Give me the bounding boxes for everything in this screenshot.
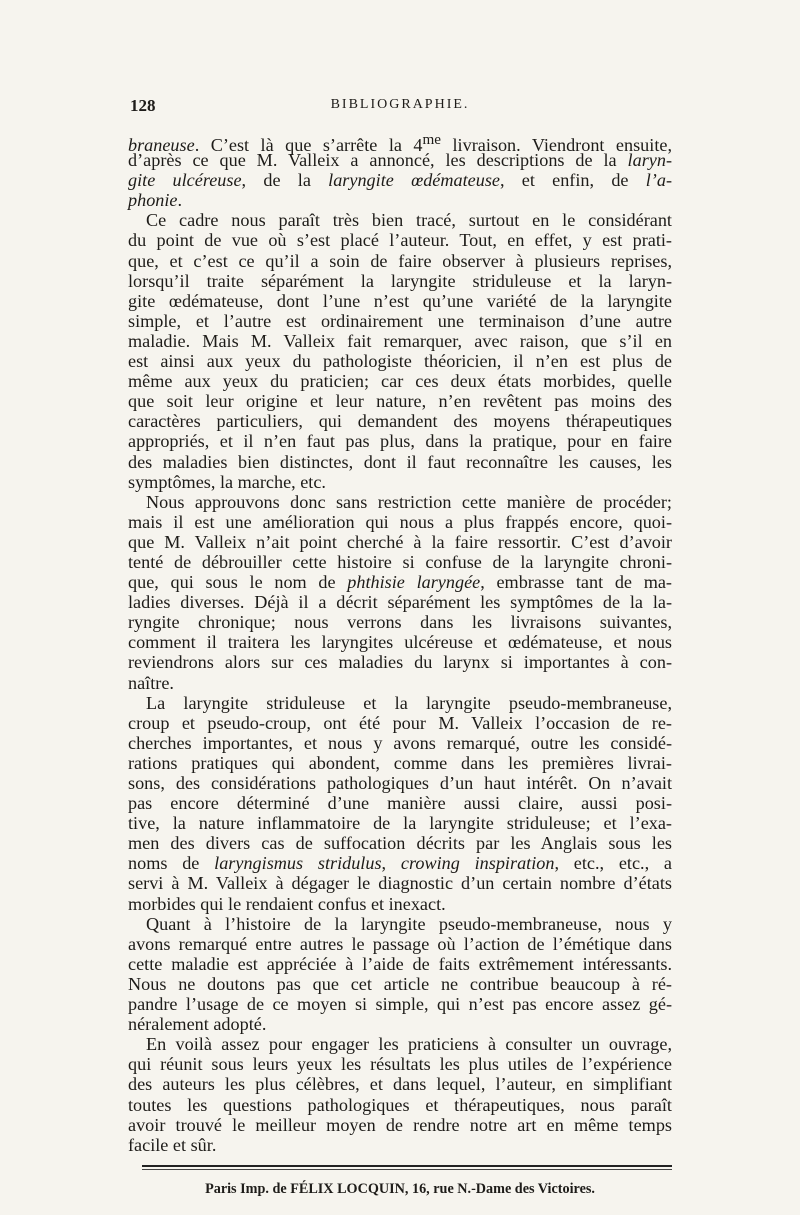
text-line: Ce cadre nous paraît très bien tracé, surtout en le considérant bbox=[146, 210, 672, 231]
text-line: servi à M. Valleix à dégager le diagnostic d’un certain nombre d’états bbox=[128, 873, 672, 894]
text-line: pandre l’usage de ce moyen si simple, qui n’est pas encore assez gé- bbox=[128, 994, 672, 1015]
text-line: que soit leur origine et leur nature, n’en revêtent pas moins des bbox=[128, 391, 672, 412]
text-line: rations pratiques qui abondent, comme dans les premières livrai- bbox=[128, 752, 672, 773]
text-line: Nous approuvons donc sans restriction cette manière de procéder; bbox=[146, 491, 672, 512]
text-line: même aux yeux du praticien; car ces deux états morbides, quelle bbox=[128, 371, 672, 392]
imprint: Paris Imp. de FÉLIX LOCQUIN, 16, rue N.-Dame des Victoires. bbox=[205, 1180, 595, 1197]
text-line: maladie. Mais M. Valleix fait remarquer, avec raison, que s’il en bbox=[128, 330, 672, 351]
text-line: des maladies bien distinctes, dont il faut reconnaître les causes, les bbox=[128, 451, 672, 472]
footer-rule bbox=[142, 1165, 672, 1167]
text-line: croup et pseudo-croup, ont été pour M. Valleix l’occasion de re- bbox=[128, 712, 672, 733]
text-line: reviendrons alors sur ces maladies du larynx si importantes à con- bbox=[128, 652, 672, 673]
page bbox=[128, 96, 672, 1198]
page-number: 128 bbox=[130, 96, 156, 115]
text-line: pas encore déterminé d’une manière aussi claire, aussi posi- bbox=[128, 793, 672, 814]
text-line: mais il est une amélioration qui nous a plus frappés encore, quoi- bbox=[128, 511, 672, 532]
text-line: comment il traitera les laryngites ulcéreuse et œdémateuse, et nous bbox=[128, 632, 672, 653]
text-line: caractères particuliers, qui demandent des moyens thérapeutiques bbox=[128, 411, 672, 432]
text-line: lorsqu’il traite séparément la laryngite striduleuse et la laryn- bbox=[128, 270, 672, 291]
text-line: Quant à l’histoire de la laryngite pseudo-membraneuse, nous y bbox=[146, 913, 672, 934]
text-line: phonie. bbox=[128, 190, 183, 211]
text-line: morbides qui le rendaient confus et inexact. bbox=[128, 893, 446, 914]
text-line: que M. Valleix n’ait point cherché à la faire ressortir. C’est d’avoir bbox=[128, 531, 672, 552]
text-line: facile et sûr. bbox=[128, 1134, 217, 1155]
text-line: gite ulcéreuse, de la laryngite œdémateuse, et enfin, de l’a- bbox=[128, 170, 672, 191]
text-line: appropriés, et il n’en faut pas plus, dans la pratique, pour en faire bbox=[128, 431, 672, 452]
text-line: cette maladie est appréciée à l’aide de faits extrêmement intéressants. bbox=[128, 953, 672, 974]
text-line: naître. bbox=[128, 672, 174, 693]
text-line: d’après ce que M. Valleix a annoncé, les descriptions de la laryn- bbox=[128, 150, 672, 171]
text-line: simple, et l’autre est ordinairement une terminaison d’une autre bbox=[128, 310, 672, 331]
text-line: ryngite chronique; nous verrons dans les livraisons suivantes, bbox=[128, 612, 672, 633]
text-line: symptômes, la marche, etc. bbox=[128, 471, 326, 492]
text-line: noms de laryngismus stridulus, crowing inspiration, etc., etc., a bbox=[128, 853, 673, 874]
text-line: que, et c’est ce qu’il a soin de faire observer à plusieurs reprises, bbox=[128, 250, 672, 271]
text-line: toutes les questions pathologiques et thérapeutiques, nous paraît bbox=[128, 1094, 672, 1115]
text-line: tive, la nature inflammatoire de la laryngite striduleuse; et l’exa- bbox=[128, 813, 672, 834]
text-line: braneuse. C’est là que s’arrête la $4^{me}$ livraison. Viendront ensuite, bbox=[128, 131, 672, 156]
text-line: néralement adopté. bbox=[128, 1014, 267, 1035]
text-line: En voilà assez pour engager les praticiens à consulter un ouvrage, bbox=[146, 1034, 672, 1055]
text-line: des auteurs les plus célèbres, et dans lequel, l’auteur, en simplifiant bbox=[128, 1074, 672, 1095]
text-line: tenté de débrouiller cette histoire si confuse de la laryngite chroni- bbox=[128, 551, 672, 572]
text-line: avons remarqué entre autres le passage où l’action de l’émétique dans bbox=[128, 933, 672, 954]
footer-rule-thin bbox=[142, 1169, 672, 1170]
text-line: avoir trouvé le meilleur moyen de rendre notre art en même temps bbox=[128, 1114, 672, 1135]
text-line: ladies diverses. Déjà il a décrit séparément les symptômes de la la- bbox=[128, 592, 672, 613]
text-line: qui réunit sous leurs yeux les résultats les plus utiles de l’expérience bbox=[128, 1054, 672, 1075]
text-line: du point de vue où s’est placé l’auteur. Tout, en effet, y est prati- bbox=[128, 230, 672, 251]
text-line: que, qui sous le nom de phthisie laryngée, embrasse tant de ma- bbox=[128, 572, 672, 593]
text-line: sons, des considérations pathologiques d’un haut intérêt. On n’avait bbox=[128, 773, 672, 793]
running-title: BIBLIOGRAPHIE. bbox=[330, 97, 470, 112]
text-line: cherches importantes, et nous y avons remarqué, outre les considé- bbox=[128, 732, 672, 753]
text-line: gite œdémateuse, dont l’une n’est qu’une variété de la laryngite bbox=[128, 290, 672, 311]
body-text bbox=[128, 130, 672, 1155]
text-line: La laryngite striduleuse et la laryngite pseudo-membraneuse, bbox=[146, 692, 672, 713]
text-line: Nous ne doutons pas que cet article ne contribue beaucoup à ré- bbox=[128, 973, 672, 994]
text-line: men des divers cas de suffocation décrits par les Anglais sous les bbox=[128, 833, 672, 854]
running-head bbox=[128, 96, 672, 130]
text-line: est ainsi aux yeux du pathologiste théoricien, il n’en est plus de bbox=[128, 351, 672, 372]
